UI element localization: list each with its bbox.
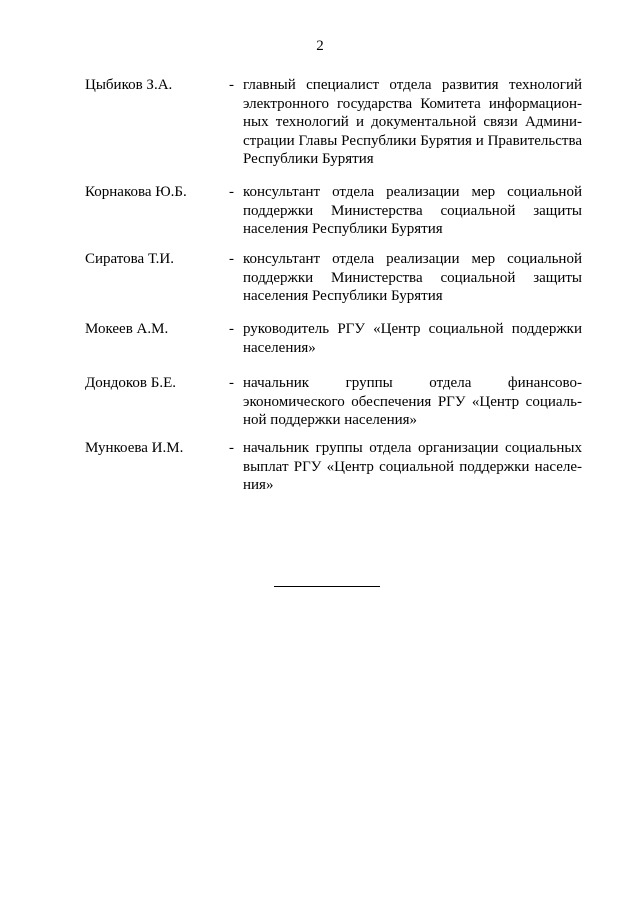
member-description: главный специалист отдела развития технологий электронного государства Комитета информационных технологий и документальной связи Администрации Главы Республики Бурятия и Правительства Республики Бурятия bbox=[243, 77, 582, 167]
member-description: консультант отдела реализации мер социальной поддержки Министерства социальной защиты населения Республики Бурятия bbox=[243, 184, 582, 237]
list-item bbox=[85, 250, 582, 320]
member-name: Сиратова Т.И. bbox=[85, 251, 174, 267]
member-dash: - bbox=[229, 440, 234, 456]
page-number: 2 bbox=[316, 38, 324, 54]
member-name: Цыбиков З.А. bbox=[85, 77, 173, 93]
member-dash: - bbox=[229, 251, 234, 267]
list-item bbox=[85, 320, 582, 374]
member-dash: - bbox=[229, 375, 234, 391]
end-divider bbox=[274, 586, 380, 587]
member-dash: - bbox=[229, 77, 234, 93]
member-description: начальник группы отдела организации социальных выплат РГУ «Центр социальной поддержки населения» bbox=[243, 440, 582, 493]
list-item bbox=[85, 183, 582, 250]
member-dash: - bbox=[229, 321, 234, 337]
member-name: Корнакова Ю.Б. bbox=[85, 184, 187, 200]
list-item bbox=[85, 374, 582, 439]
member-description: руководитель РГУ «Центр социальной поддержки населения» bbox=[243, 321, 582, 356]
member-name: Мункоева И.М. bbox=[85, 440, 184, 456]
member-description: консультант отдела реализации мер социальной поддержки Министерства социальной защиты населения Республики Бурятия bbox=[243, 251, 582, 304]
member-name: Мокеев А.М. bbox=[85, 321, 169, 337]
member-dash: - bbox=[229, 184, 234, 200]
list-item bbox=[85, 439, 582, 499]
member-description: начальник группы отдела финансово-экономического обеспечения РГУ «Центр социальной поддержки населения» bbox=[243, 375, 582, 428]
member-list bbox=[85, 76, 582, 499]
member-name: Дондоков Б.Е. bbox=[85, 375, 177, 391]
list-item bbox=[85, 76, 582, 183]
